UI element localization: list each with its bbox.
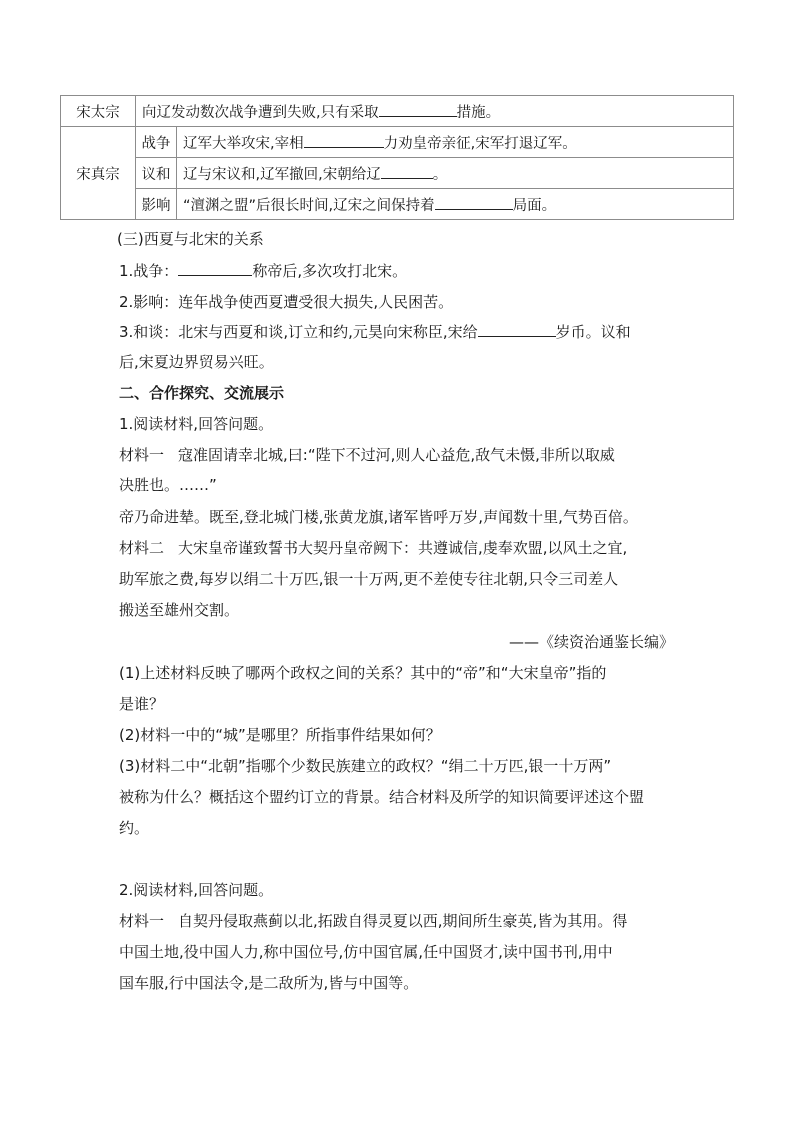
material-line: 材料一 寇准固请幸北城,曰:“陛下不过河,则人心益危,敌气未慑,非所以取威 [119, 446, 615, 464]
question-line: 被称为什么？概括这个盟约订立的背景。结合材料及所学的知识简要评述这个盟 [119, 788, 645, 806]
material-line: 国车服,行中国法令,是二敌所为,皆与中国等。 [119, 974, 419, 992]
table-row [61, 96, 734, 127]
list-item-continued: 后,宋夏边界贸易兴旺。 [119, 353, 274, 371]
question-line: 约。 [119, 819, 150, 837]
content-cell: 辽与宋议和,辽军撤回,宋朝给辽 。 [177, 158, 734, 189]
question-line: (1)上述材料反映了哪两个政权之间的关系？其中的“帝”和“大宋皇帝”指的 [119, 664, 607, 682]
content-cell: “澶渊之盟”后很长时间,辽宋之间保持着 局面。 [177, 189, 734, 220]
content-cell: 辽军大举攻宋,宰相 力劝皇帝亲征,宋军打退辽军。 [177, 127, 734, 158]
question-line: 是谁？ [119, 695, 165, 713]
material-line: 中国土地,役中国人力,称中国位号,仿中国官属,任中国贤才,读中国书刊,用中 [119, 943, 613, 961]
answer-blank[interactable] [178, 261, 252, 276]
material-line: 搬送至雄州交割。 [119, 601, 240, 619]
sub-cell: 影响 [136, 189, 177, 220]
question-line: (2)材料一中的“城”是哪里？所指事件结果如何？ [119, 726, 441, 744]
list-item: 1.战争： 称帝后,多次攻打北宋。 [119, 262, 408, 280]
table-row [61, 189, 734, 220]
list-item: 2.影响：连年战争使西夏遭受很大损失,人民困苦。 [119, 293, 454, 311]
era-cell: 宋太宗 [61, 96, 136, 127]
question-line: (3)材料二中“北朝”指哪个少数民族建立的政权？“绢二十万匹,银一十万两” [119, 757, 612, 775]
content-cell: 向辽发动数次战争遭到失败,只有采取 措施。 [136, 96, 734, 127]
sub-cell: 战争 [136, 127, 177, 158]
material-line: 帝乃命进辇。既至,登北城门楼,张黄龙旗,诸军皆呼万岁,声闻数十里,气势百倍。 [119, 508, 638, 526]
source-citation: ——《续资治通鉴长编》 [508, 633, 674, 651]
table-row [61, 127, 734, 158]
section-heading: 二、合作探究、交流展示 [119, 384, 285, 402]
answer-blank[interactable] [435, 195, 513, 210]
sub-cell: 议和 [136, 158, 177, 189]
material-line: 决胜也。……” [119, 476, 217, 494]
era-cell: 宋真宗 [61, 127, 136, 220]
material-line: 材料一 自契丹侵取燕蓟以北,拓跋自得灵夏以西,期间所生豪英,皆为其用。得 [119, 912, 628, 930]
answer-blank[interactable] [379, 102, 457, 117]
answer-blank[interactable] [304, 133, 384, 148]
answer-blank[interactable] [478, 322, 556, 337]
answer-blank[interactable] [381, 164, 433, 179]
section-title: (三)西夏与北宋的关系 [117, 230, 264, 248]
question-intro: 2.阅读材料,回答问题。 [119, 881, 274, 899]
material-line: 材料二 大宋皇帝谨致誓书大契丹皇帝阙下：共遵诚信,虔奉欢盟,以风土之宜, [119, 539, 628, 557]
list-item: 3.和谈：北宋与西夏和谈,订立和约,元昊向宋称臣,宋给 岁币。议和 [119, 323, 631, 341]
history-table [60, 95, 734, 220]
table-row [61, 158, 734, 189]
question-intro: 1.阅读材料,回答问题。 [119, 415, 274, 433]
material-line: 助军旅之费,每岁以绢二十万匹,银一十万两,更不差使专往北朝,只令三司差人 [119, 570, 619, 588]
